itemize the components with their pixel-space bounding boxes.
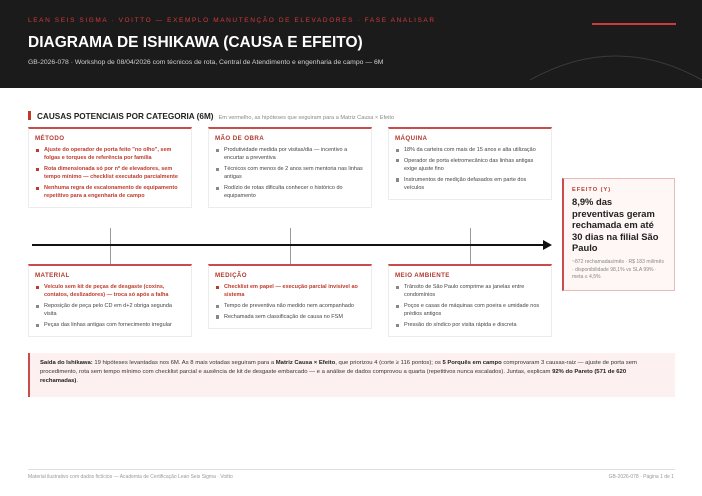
section-marker: [28, 111, 31, 120]
cause-item: Reposição de peça pelo CD em d+2 obriga segunda visita: [35, 302, 185, 319]
cause-item: Checklist em papel — execução parcial invisível ao sistema: [215, 283, 365, 300]
ishikawa-summary: [28, 353, 675, 397]
effect-statement: 8,9% das preventivas geram rechamada em até 30 dias na filial São Paulo: [572, 196, 659, 254]
effect-box: [562, 178, 675, 291]
cause-item: Nenhuma regra de escalonamento de equipamento repetitivo para a engenharia de campo: [35, 184, 185, 201]
fishbone-spine: [32, 244, 544, 246]
eyebrow-text: LEAN SEIS SIGMA · VOITTO — EXEMPLO MANUTENÇÃO DE ELEVADORES · FASE ANALISAR: [28, 17, 436, 24]
spine-arrowhead: [543, 240, 552, 250]
footer-page-info: GB-2026-078 · Página 1 de 1: [608, 474, 674, 480]
cause-item: Operador de porta eletromecânico das linhas antigas exige ajuste fino: [395, 157, 545, 174]
summary-text: 19 hipóteses levantadas nos 6M. As 8 mais votadas seguiram para a: [92, 360, 276, 366]
cause-item: Rechamada sem classificação de causa no FSM: [215, 313, 365, 321]
footer-divider: [28, 469, 675, 470]
category-title: MEDIÇÃO: [215, 272, 248, 279]
connector-metodo: [110, 228, 111, 244]
header-band: [0, 0, 702, 88]
page-title: DIAGRAMA DE ISHIKAWA (CAUSA E EFEITO): [28, 34, 363, 51]
summary-highlight: 5 Porquês em campo: [442, 360, 502, 366]
category-material: [28, 264, 192, 337]
summary-text: comprovaram 3 causas-raiz — ajuste de porta sem procedimento, rota sem tempo mínimo com checklist parcial e ausência de kit de desgaste embarcado — e a análise de dados comprovou a quarta (repetitivos nunca escalados). Juntas, explicam: [40, 360, 637, 375]
category-meio-ambiente: [388, 264, 552, 337]
footer-disclaimer: Material ilustrativo com dados fictícios — Academia de Certificação Lean Seis Sigma · Voitto: [28, 474, 233, 480]
category-title: MATERIAL: [35, 272, 70, 279]
category-title: MÉTODO: [35, 135, 65, 142]
category-maquina: [388, 127, 552, 200]
connector-meio-ambiente: [470, 246, 471, 264]
cause-item: Peças das linhas antigas com fornecimento irregular: [35, 321, 185, 329]
section-note: Em vermelho, as hipóteses que seguiram para a Matriz Causa × Efeito: [218, 115, 395, 121]
summary-highlight: Matriz Causa × Efeito: [275, 360, 336, 366]
cause-item: 18% da carteira com mais de 15 anos e alta utilização: [395, 146, 545, 154]
accent-line: [592, 23, 676, 25]
cause-list: [209, 281, 371, 328]
section-title: CAUSAS POTENCIAIS POR CATEGORIA (6M): [37, 112, 214, 121]
page-subtitle: GB-2026-078 · Workshop de 08/04/2026 com técnicos de rota, Central de Atendimento e engenharia de campo — 6M: [28, 59, 384, 66]
cause-item: Ajuste do operador de porta feito "no olho", sem folgas e torques de referência por família: [35, 146, 185, 163]
cause-item: Trânsito de São Paulo comprime as janelas entre condomínios: [395, 283, 545, 300]
cause-list: [29, 281, 191, 336]
cause-item: Rota dimensionada só por nº de elevadores, sem tempo mínimo — checklist executado parcialmente: [35, 165, 185, 182]
cause-item: Produtividade medida por visitas/dia — incentivo a encurtar a preventiva: [215, 146, 365, 163]
category-metodo: [28, 127, 192, 208]
summary-text: , que priorizou 4 (corte ≥ 116 pontos); os: [335, 360, 443, 366]
effect-tag: EFEITO (Y): [572, 187, 612, 193]
category-mao-de-obra: [208, 127, 372, 208]
category-title: MEIO AMBIENTE: [395, 272, 450, 279]
cause-item: Tempo de preventiva não medido nem acompanhado: [215, 302, 365, 310]
decorative-curve: [530, 40, 702, 88]
summary-highlight: 92% do Pareto (571 de 620 rechamadas): [40, 369, 627, 384]
cause-list: [389, 281, 551, 336]
connector-maquina: [470, 228, 471, 244]
cause-item: Técnicos com menos de 2 anos sem mentoria nas linhas antigas: [215, 165, 365, 182]
cause-list: [389, 144, 551, 199]
cause-item: Poços e casas de máquinas com poeira e umidade nos prédios antigos: [395, 302, 545, 319]
effect-metrics: ~872 rechamadas/mês · R$ 183 mil/mês · disponibilidade 98,1% vs SLA 99% · meta ≤ 4,5%: [572, 258, 664, 281]
section-heading: [28, 106, 394, 124]
category-title: MÁQUINA: [395, 135, 428, 142]
cause-item: Instrumentos de medição defasados em parte dos veículos: [395, 176, 545, 193]
cause-list: [209, 144, 371, 207]
summary-label: Saída do Ishikawa:: [40, 360, 93, 366]
cause-list: [29, 144, 191, 207]
summary-text: .: [76, 378, 78, 384]
cause-item: Pressão do síndico por visita rápida e discreta: [395, 321, 545, 329]
category-medicao: [208, 264, 372, 329]
connector-material: [110, 246, 111, 264]
category-title: MÃO DE OBRA: [215, 135, 265, 142]
connector-mao-de-obra: [290, 228, 291, 244]
connector-medicao: [290, 246, 291, 264]
cause-item: Rodízio de rotas dificulta conhecer o histórico do equipamento: [215, 184, 365, 201]
cause-item: Veículo sem kit de peças de desgaste (coxins, contatos, deslizadores) — troca só após a falha: [35, 283, 185, 300]
